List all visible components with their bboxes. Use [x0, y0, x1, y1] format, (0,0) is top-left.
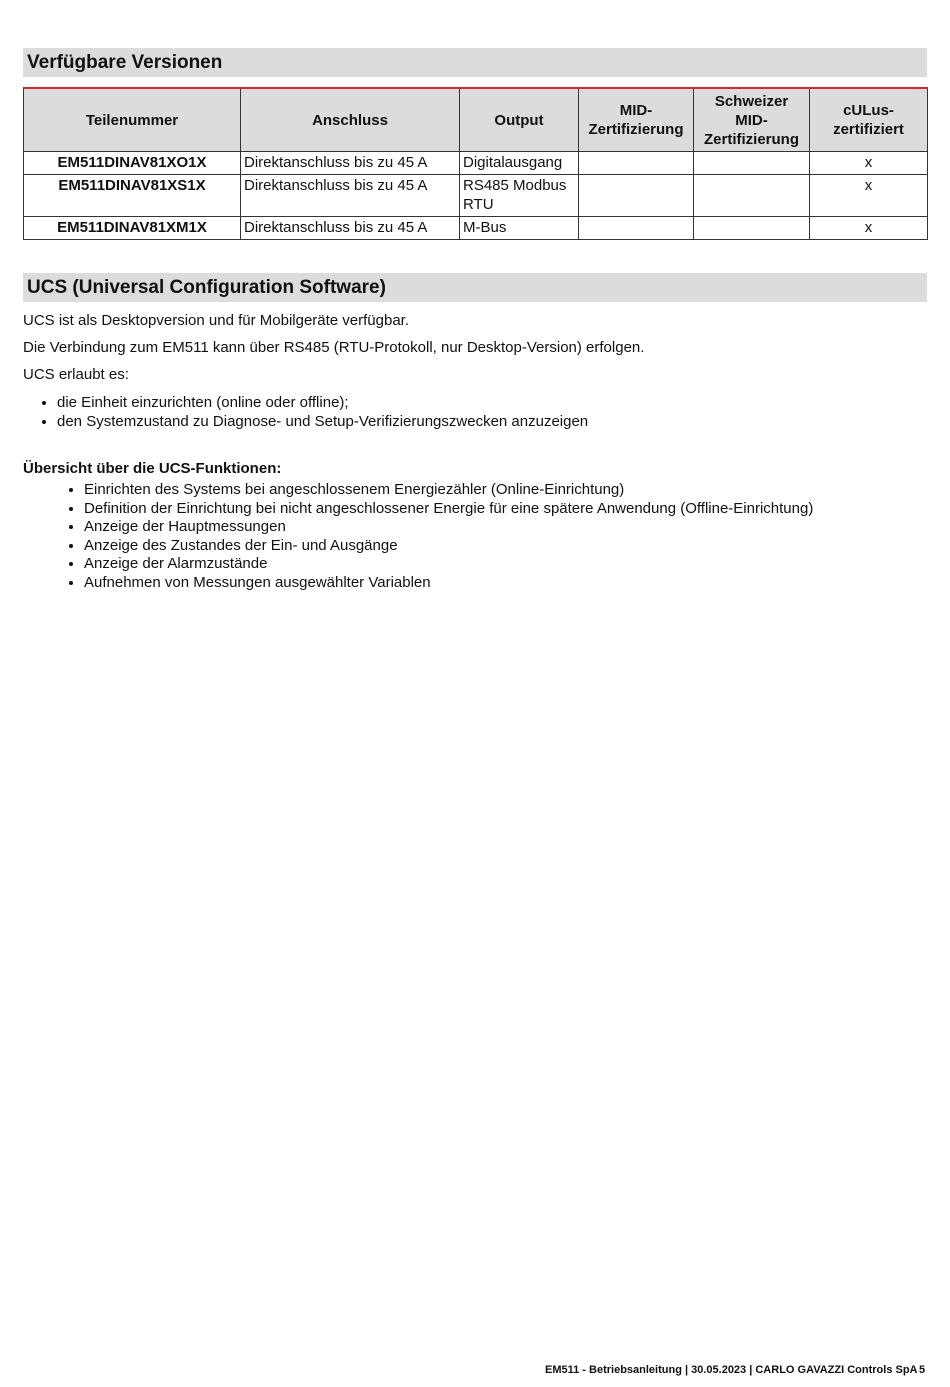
header-mid: MID- Zertifizierung: [579, 88, 694, 152]
ucs-functions-list: [23, 481, 813, 593]
table-row: [24, 217, 928, 240]
list-item: • Aufnehmen von Messungen ausgewählter Variablen: [84, 574, 813, 593]
cell-mid: [579, 152, 694, 175]
cell-output: M-Bus: [460, 217, 579, 240]
ucs-paragraph-allows: UCS erlaubt es:: [23, 366, 129, 383]
cell-part-number: EM511DINAV81XO1X: [24, 152, 241, 175]
cell-culus: x: [810, 175, 928, 217]
list-item: • Einrichten des Systems bei angeschlossenem Energiezähler (Online-Einrichtung): [84, 481, 813, 500]
ucs-allows-list: [23, 393, 588, 431]
header-output: Output: [460, 88, 579, 152]
cell-swiss-mid: [694, 217, 810, 240]
cell-part-number: EM511DINAV81XM1X: [24, 217, 241, 240]
header-anschluss: Anschluss: [241, 88, 460, 152]
cell-culus: x: [810, 217, 928, 240]
versions-table: [23, 87, 928, 240]
cell-output: Digitalausgang: [460, 152, 579, 175]
cell-swiss-mid: [694, 152, 810, 175]
page-number: 5: [919, 1364, 926, 1376]
ucs-paragraph-connection: Die Verbindung zum EM511 kann über RS485 (RTU-Protokoll, nur Desktop-Version) erfolgen.: [23, 339, 645, 356]
header-culus: cULus- zertifiziert: [810, 88, 928, 152]
ucs-paragraph-availability: UCS ist als Desktopversion und für Mobilgeräte verfügbar.: [23, 312, 410, 329]
list-item: • Definition der Einrichtung bei nicht angeschlossener Energie für eine spätere Anwendung (Offline-Einrichtung): [84, 500, 813, 519]
list-item: • Anzeige der Hauptmessungen: [84, 518, 813, 537]
list-item: • Anzeige der Alarmzustände: [84, 555, 813, 574]
list-item: • die Einheit einzurichten (online oder offline);: [57, 393, 588, 412]
footer-text: EM511 - Betriebsanleitung | 30.05.2023 | CARLO GAVAZZI Controls SpA: [545, 1364, 918, 1376]
cell-mid: [579, 175, 694, 217]
table-row: [24, 152, 928, 175]
cell-connection: Direktanschluss bis zu 45 A: [241, 175, 460, 217]
cell-connection: Direktanschluss bis zu 45 A: [241, 217, 460, 240]
header-teilenummer: Teilenummer: [24, 88, 241, 152]
table-header-row: [24, 88, 928, 152]
list-item: • Anzeige des Zustandes der Ein- und Ausgänge: [84, 537, 813, 556]
ucs-overview-title: Übersicht über die UCS-Funktionen:: [23, 460, 282, 477]
list-item: • den Systemzustand zu Diagnose- und Setup-Verifizierungszwecken anzuzeigen: [57, 412, 588, 431]
section-title-versions: Verfügbare Versionen: [23, 48, 927, 77]
cell-culus: x: [810, 152, 928, 175]
cell-mid: [579, 217, 694, 240]
header-swiss-mid: Schweizer MID- Zertifizierung: [694, 88, 810, 152]
cell-connection: Direktanschluss bis zu 45 A: [241, 152, 460, 175]
section-title-ucs: UCS (Universal Configuration Software): [23, 273, 927, 302]
cell-swiss-mid: [694, 175, 810, 217]
cell-output: RS485 Modbus RTU: [460, 175, 579, 217]
table-row: [24, 175, 928, 217]
cell-part-number: EM511DINAV81XS1X: [24, 175, 241, 217]
